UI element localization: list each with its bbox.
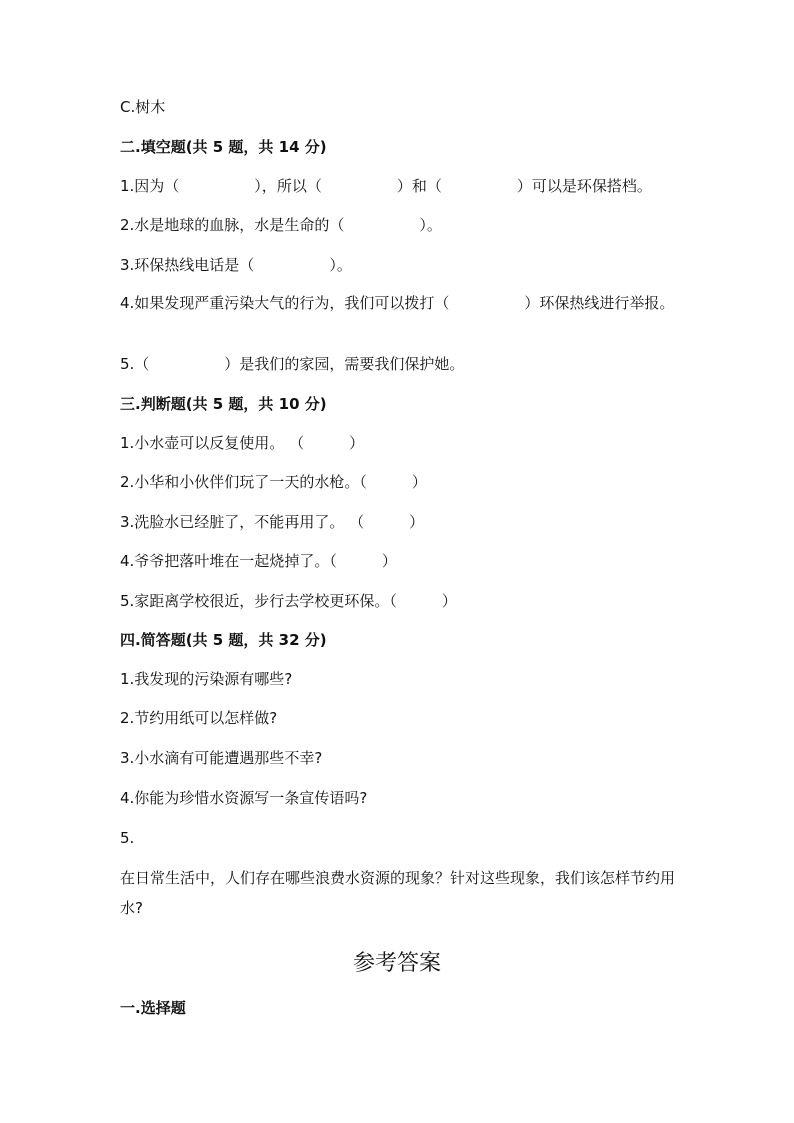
answers-title: 参考答案 — [352, 951, 441, 976]
section-heading-fill-blank: 二.填空题(共 5 题，共 14 分) — [120, 138, 327, 156]
judge-question-3: 3.洗脸水已经脏了，不能再用了。 （ ） — [120, 513, 425, 531]
fill-question-4: 4.如果发现严重污染大气的行为，我们可以拨打（ ）环保热线进行举报。 — [120, 294, 675, 312]
section-heading-true-false: 三.判断题(共 5 题，共 10 分) — [120, 395, 327, 413]
fill-question-3: 3.环保热线电话是（ ）。 — [120, 256, 352, 274]
short-question-5-number: 5. — [120, 829, 135, 847]
judge-question-1: 1.小水壶可以反复使用。 （ ） — [120, 434, 365, 452]
section-heading-short-answer: 四.简答题(共 5 题，共 32 分) — [120, 631, 327, 649]
short-question-2: 2.节约用纸可以怎样做? — [120, 709, 278, 727]
short-question-4: 4.你能为珍惜水资源写一条宣传语吗? — [120, 789, 368, 807]
short-question-5-text: 在日常生活中，人们存在哪些浪费水资源的现象？针对这些现象，我们该怎样节约用水? — [120, 869, 676, 917]
short-question-3: 3.小水滴有可能遭遇那些不幸? — [120, 749, 323, 767]
option-c: C.树木 — [120, 98, 166, 116]
section-heading-multiple-choice: 一.选择题 — [120, 999, 186, 1017]
judge-question-4: 4.爷爷把落叶堆在一起烧掉了。（ ） — [120, 552, 397, 570]
fill-question-1: 1.因为（ ），所以（ ）和（ ）可以是环保搭档。 — [120, 177, 652, 195]
judge-question-2: 2.小华和小伙伴们玩了一天的水枪。（ ） — [120, 473, 427, 491]
judge-question-5: 5.家距离学校很近，步行去学校更环保。（ ） — [120, 592, 457, 610]
short-question-1: 1.我发现的污染源有哪些? — [120, 670, 293, 688]
fill-question-2: 2.水是地球的血脉，水是生命的（ ）。 — [120, 216, 442, 234]
fill-question-5: 5.（ ）是我们的家园，需要我们保护她。 — [120, 355, 465, 373]
